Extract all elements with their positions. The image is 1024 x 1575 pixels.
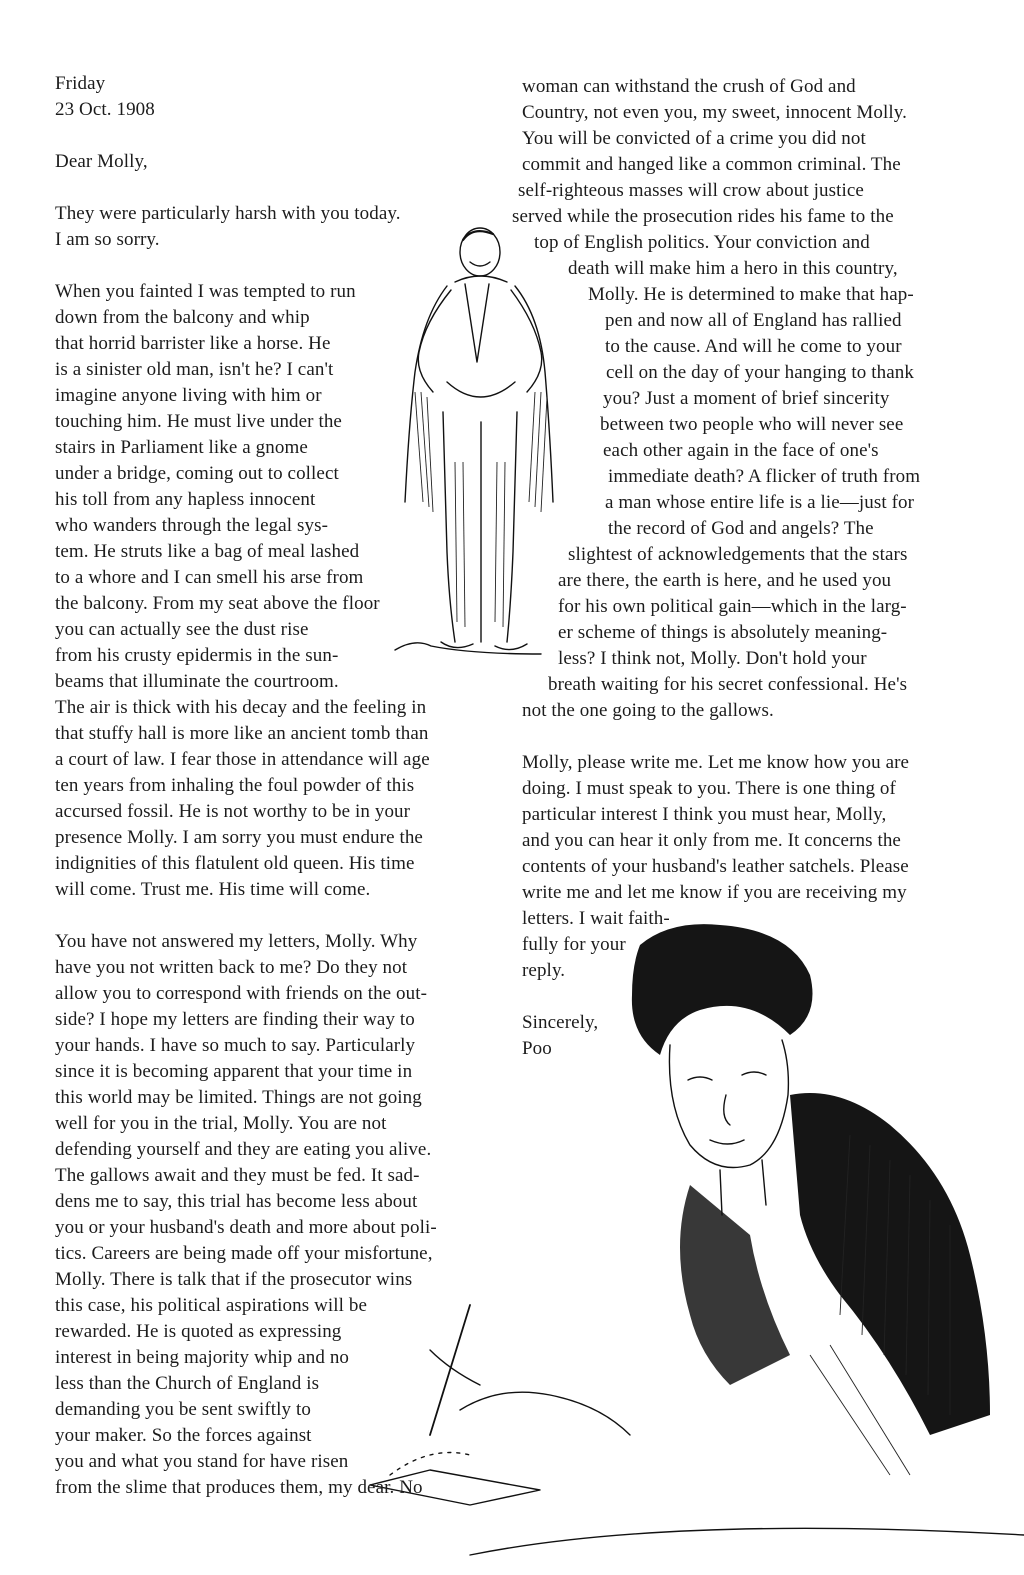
- text-line: demanding you be sent swiftly to: [55, 1399, 311, 1420]
- text-line: pen and now all of England has rallied: [605, 310, 902, 331]
- text-line: er scheme of things is absolutely meaning-: [558, 622, 888, 643]
- letter-signature: Poo: [522, 1038, 552, 1059]
- text-line: immediate death? A flicker of truth from: [608, 466, 921, 487]
- text-line: reply.: [522, 960, 566, 981]
- text-line: contents of your husband's leather satchels. Please: [522, 856, 909, 877]
- text-line: beams that illuminate the courtroom.: [55, 671, 339, 692]
- text-line: to a whore and I can smell his arse from: [55, 567, 364, 588]
- text-line: touching him. He must live under the: [55, 411, 342, 432]
- text-line: have you not written back to me? Do they not: [55, 957, 408, 978]
- text-line: to the cause. And will he come to your: [605, 336, 902, 357]
- text-line: imagine anyone living with him or: [55, 385, 322, 406]
- text-line: under a bridge, coming out to collect: [55, 463, 339, 484]
- letter-closing: Sincerely,: [522, 1012, 599, 1033]
- text-line: not the one going to the gallows.: [522, 700, 774, 721]
- text-line: your hands. I have so much to say. Particularly: [55, 1035, 416, 1056]
- text-line: and you can hear it only from me. It concerns the: [522, 830, 901, 851]
- text-line: served while the prosecution rides his fame to the: [512, 206, 894, 227]
- text-line: a man whose entire life is a lie—just for: [605, 492, 915, 513]
- text-line: death will make him a hero in this country,: [568, 258, 898, 279]
- text-line: you and what you stand for have risen: [55, 1451, 349, 1472]
- text-line: that horrid barrister like a horse. He: [55, 333, 331, 354]
- text-line: fully for your: [522, 934, 626, 955]
- text-line: doing. I must speak to you. There is one thing of: [522, 778, 896, 799]
- text-line: When you fainted I was tempted to run: [55, 281, 356, 302]
- text-line: since it is becoming apparent that your time in: [55, 1061, 413, 1082]
- text-line: presence Molly. I am sorry you must endure the: [55, 827, 423, 848]
- text-line: side? I hope my letters are finding their way to: [55, 1009, 415, 1030]
- letter-salutation: Dear Molly,: [55, 151, 148, 172]
- text-line: ten years from inhaling the foul powder of this: [55, 775, 415, 796]
- text-line: They were particularly harsh with you today.: [55, 203, 401, 224]
- text-line: Molly, please write me. Let me know how you are: [522, 752, 910, 773]
- text-line: this case, his political aspirations will be: [55, 1295, 368, 1316]
- barrister-illustration: [385, 222, 555, 672]
- text-line: are there, the earth is here, and he used you: [558, 570, 892, 591]
- text-line: will come. Trust me. His time will come.: [55, 879, 371, 900]
- text-line: down from the balcony and whip: [55, 307, 310, 328]
- woman-writing-illustration: [370, 915, 1024, 1575]
- text-line: commit and hanged like a common criminal. The: [522, 154, 901, 175]
- text-line: your maker. So the forces against: [55, 1425, 312, 1446]
- text-line: Molly. He is determined to make that hap-: [588, 284, 914, 305]
- text-line: The gallows await and they must be fed. It sad-: [55, 1165, 420, 1186]
- text-line: slightest of acknowledgements that the stars: [568, 544, 908, 565]
- text-line: indignities of this flatulent old queen. His time: [55, 853, 415, 874]
- text-line: each other again in the face of one's: [603, 440, 879, 461]
- text-line: this world may be limited. Things are not going: [55, 1087, 422, 1108]
- text-line: Molly. There is talk that if the prosecutor wins: [55, 1269, 413, 1290]
- text-line: you? Just a moment of brief sincerity: [603, 388, 890, 409]
- text-line: defending yourself and they are eating you alive.: [55, 1139, 432, 1160]
- text-line: from the slime that produces them, my dear. No: [55, 1477, 423, 1498]
- text-line: accursed fossil. He is not worthy to be in your: [55, 801, 411, 822]
- text-line: top of English politics. Your conviction and: [534, 232, 870, 253]
- text-line: you can actually see the dust rise: [55, 619, 309, 640]
- text-line: his toll from any hapless innocent: [55, 489, 316, 510]
- text-line: well for you in the trial, Molly. You are not: [55, 1113, 387, 1134]
- text-line: write me and let me know if you are receiving my: [522, 882, 907, 903]
- text-line: Country, not even you, my sweet, innocent Molly.: [522, 102, 907, 123]
- text-line: breath waiting for his secret confessional. He's: [548, 674, 908, 695]
- text-line: the balcony. From my seat above the floor: [55, 593, 380, 614]
- text-line: from his crusty epidermis in the sun-: [55, 645, 339, 666]
- text-line: less? I think not, Molly. Don't hold your: [558, 648, 867, 669]
- text-line: interest in being majority whip and no: [55, 1347, 350, 1368]
- text-line: between two people who will never see: [600, 414, 904, 435]
- text-line: allow you to correspond with friends on the out-: [55, 983, 428, 1004]
- text-line: less than the Church of England is: [55, 1373, 320, 1394]
- text-line: You have not answered my letters, Molly. Why: [55, 931, 418, 952]
- text-line: for his own political gain—which in the larg-: [558, 596, 907, 617]
- text-line: a court of law. I fear those in attendance will age: [55, 749, 430, 770]
- text-line: I am so sorry.: [55, 229, 160, 250]
- text-line: that stuffy hall is more like an ancient tomb than: [55, 723, 429, 744]
- text-line: the record of God and angels? The: [608, 518, 874, 539]
- text-line: The air is thick with his decay and the feeling in: [55, 697, 427, 718]
- text-line: letters. I wait faith-: [522, 908, 670, 929]
- text-line: particular interest I think you must hear, Molly,: [522, 804, 887, 825]
- text-line: self-righteous masses will crow about justice: [518, 180, 864, 201]
- text-line: stairs in Parliament like a gnome: [55, 437, 308, 458]
- text-line: is a sinister old man, isn't he? I can't: [55, 359, 334, 380]
- text-line: woman can withstand the crush of God and: [522, 76, 856, 97]
- text-line: who wanders through the legal sys-: [55, 515, 329, 536]
- text-line: tem. He struts like a bag of meal lashed: [55, 541, 360, 562]
- letter-day: Friday: [55, 73, 106, 94]
- letter-date: 23 Oct. 1908: [55, 99, 155, 120]
- text-line: you or your husband's death and more about poli-: [55, 1217, 437, 1238]
- text-line: cell on the day of your hanging to thank: [606, 362, 914, 383]
- text-line: rewarded. He is quoted as expressing: [55, 1321, 342, 1342]
- text-line: dens me to say, this trial has become less about: [55, 1191, 418, 1212]
- text-line: tics. Careers are being made off your misfortune,: [55, 1243, 433, 1264]
- text-line: You will be convicted of a crime you did not: [522, 128, 866, 149]
